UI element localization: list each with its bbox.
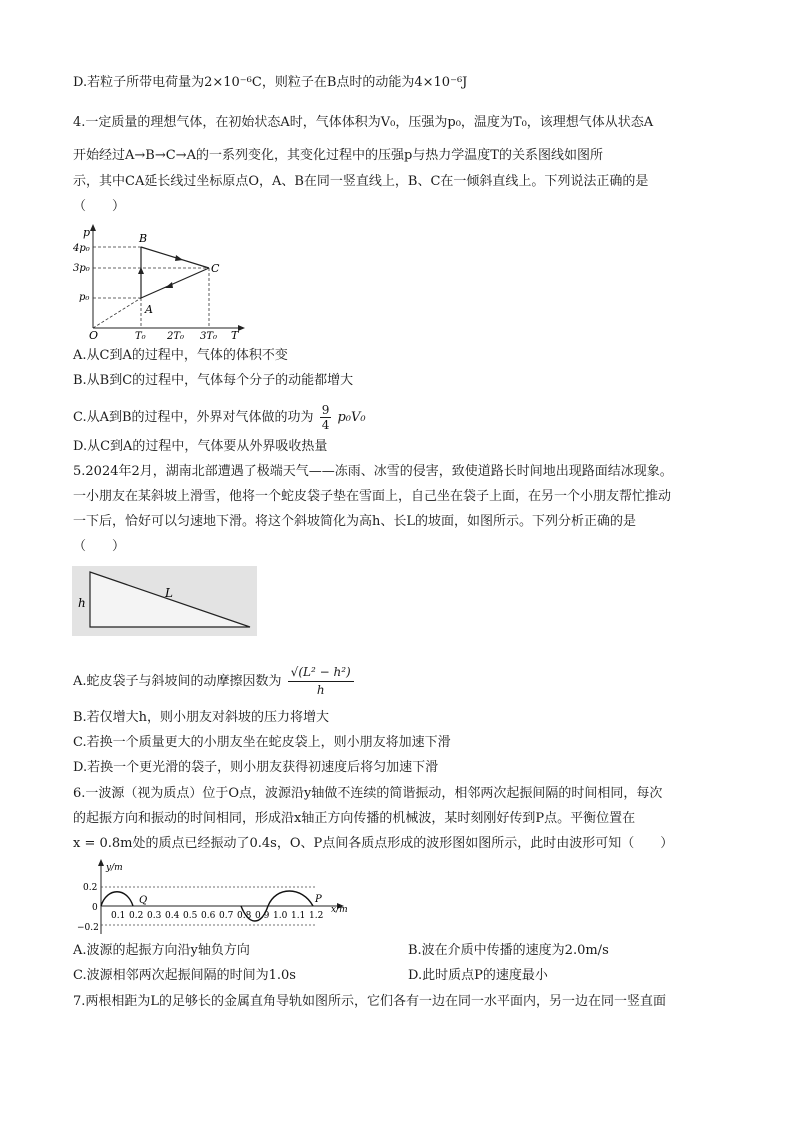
q6-stem-1: 6.一波源（视为质点）位于O点，波源沿y轴做不连续的简谐振动，相邻两次起振间隔的时间相同，每次 (73, 786, 663, 801)
y-tick-neg: −0.2 (77, 923, 99, 933)
x-tick-2T0: 2T₀ (167, 331, 185, 340)
q5-option-d: D.若换一个更光滑的袋子，则小朋友获得初速度后将匀加速下滑 (73, 760, 439, 775)
q5-option-b: B.若仅增大h，则小朋友对斜坡的压力将增大 (73, 710, 330, 725)
q4-brackets: （ ） (73, 199, 126, 214)
q6-option-c: C.波源相邻两次起振间隔的时间为1.0s (73, 968, 296, 983)
q6-stem-3: x = 0.8m处的质点已经振动了0.4s，O、P点间各质点形成的波形图如图所示，此时由波形可知（ ） (73, 836, 674, 851)
q5-stem-2: 一小朋友在某斜坡上滑雪，他将一个蛇皮袋子垫在雪面上，自己坐在袋子上面，在另一个小朋友帮忙推动 (73, 489, 672, 504)
y-tick-4p0: 4p₀ (73, 243, 90, 254)
x-tick: 0.5 (183, 911, 198, 921)
q5-option-c: C.若换一个质量更大的小朋友坐在蛇皮袋上，则小朋友将加速下滑 (73, 735, 451, 750)
fraction-9-4 (320, 403, 332, 432)
point-P-label: P (315, 894, 322, 905)
y-axis-label: y/m (106, 863, 123, 873)
x-tick: 0.2 (129, 911, 144, 921)
point-Q-label: Q (139, 895, 148, 906)
point-C-label: C (211, 262, 220, 275)
x-tick: 0.8 (237, 911, 252, 921)
x-tick: 0.7 (219, 911, 234, 921)
y-tick-3p0: 3p₀ (73, 263, 90, 274)
x-tick-labels (111, 911, 323, 921)
q4-option-b: B.从B到C的过程中，气体每个分子的动能都增大 (73, 373, 354, 388)
fraction-denominator: 4 (321, 418, 330, 432)
friction-fraction (288, 664, 354, 699)
q4-stem-2: 开始经过A→B→C→A的一系列变化，其变化过程中的压强p与热力学温度T的关系图线如图所 (73, 148, 603, 163)
x-tick: 1.0 (273, 911, 288, 921)
friction-numerator: √(L² − h²) (288, 664, 354, 682)
point-B-label: B (139, 232, 148, 245)
slope-figure (72, 566, 257, 636)
q4-stem-1: 4.一定质量的理想气体，在初始状态A时，气体体积为V₀，压强为p₀，温度为T₀，该理想气体从状态A (73, 115, 654, 130)
x-axis-label: x/m (331, 905, 348, 915)
point-A-label: A (145, 303, 153, 316)
q5-stem-3: 一下后，恰好可以匀速地下滑。将这个斜坡简化为高h、长L的坡面，如图所示。下列分析正确的是 (73, 514, 637, 529)
q6-option-a: A.波源的起振方向沿y轴负方向 (73, 943, 250, 958)
q6-stem-2: 的起振方向和振动的时间相同，形成沿x轴正方向传播的机械波，某时刻刚好传到P点。平衡位置在 (73, 811, 636, 826)
y-tick-pos: 0.2 (83, 883, 98, 893)
q4-option-c (73, 403, 366, 432)
x-tick: 0.4 (165, 911, 180, 921)
q5-brackets: （ ） (73, 539, 126, 554)
x-tick: 0.6 (201, 911, 216, 921)
process-BC (141, 247, 209, 268)
q6-option-d: D.此时质点P的速度最小 (408, 968, 548, 983)
x-tick: 0.3 (147, 911, 162, 921)
y-tick-p0: p₀ (79, 292, 90, 303)
wave-segment-1 (101, 892, 133, 906)
x-tick: 1.1 (291, 911, 306, 921)
pt-graph-figure (73, 222, 248, 340)
q4-option-a: A.从C到A的过程中，气体的体积不变 (73, 348, 288, 363)
q4-option-c-text: C.从A到B的过程中，外界对气体做的功为 (73, 410, 314, 425)
friction-denominator: h (316, 683, 325, 697)
q6-option-b: B.波在介质中传播的速度为2.0m/s (408, 943, 609, 958)
height-label: h (78, 596, 86, 610)
q3-option-d: D.若粒子所带电荷量为2×10⁻⁶C，则粒子在B点时的动能为4×10⁻⁶J (73, 75, 468, 90)
q4-option-c-tail: p₀V₀ (337, 410, 366, 425)
origin-zero: 0 (92, 903, 98, 913)
q4-stem-3: 示，其中CA延长线过坐标原点O，A、B在同一竖直线上，B、C在一倾斜直线上。下列说法正确的是 (73, 174, 649, 189)
length-label: L (165, 586, 173, 600)
x-tick: 0.1 (111, 911, 126, 921)
x-tick: 0.9 (255, 911, 270, 921)
origin-label: O (89, 329, 99, 340)
wave-figure (75, 858, 355, 938)
q5-option-a-text: A.蛇皮袋子与斜坡间的动摩擦因数为 (73, 674, 282, 689)
q5-option-a (73, 664, 354, 699)
q5-stem-1: 5.2024年2月，湖南北部遭遇了极端天气——冻雨、冰雪的侵害，致使道路长时间地出现路面结冰现象。 (73, 464, 673, 479)
process-CA (141, 268, 209, 298)
axis-T-label: T (231, 329, 239, 340)
x-tick-3T0: 3T₀ (200, 331, 218, 340)
x-tick: 1.2 (309, 911, 324, 921)
q7-stem-1: 7.两根相距为L的足够长的金属直角导轨如图所示，它们各有一边在同一水平面内，另一边在同一竖直面 (73, 994, 667, 1009)
axis-p-label: p (83, 226, 91, 239)
fraction-numerator: 9 (321, 403, 330, 417)
x-tick-T0: T₀ (135, 331, 146, 340)
q4-option-d: D.从C到A的过程中，气体要从外界吸收热量 (73, 439, 328, 454)
